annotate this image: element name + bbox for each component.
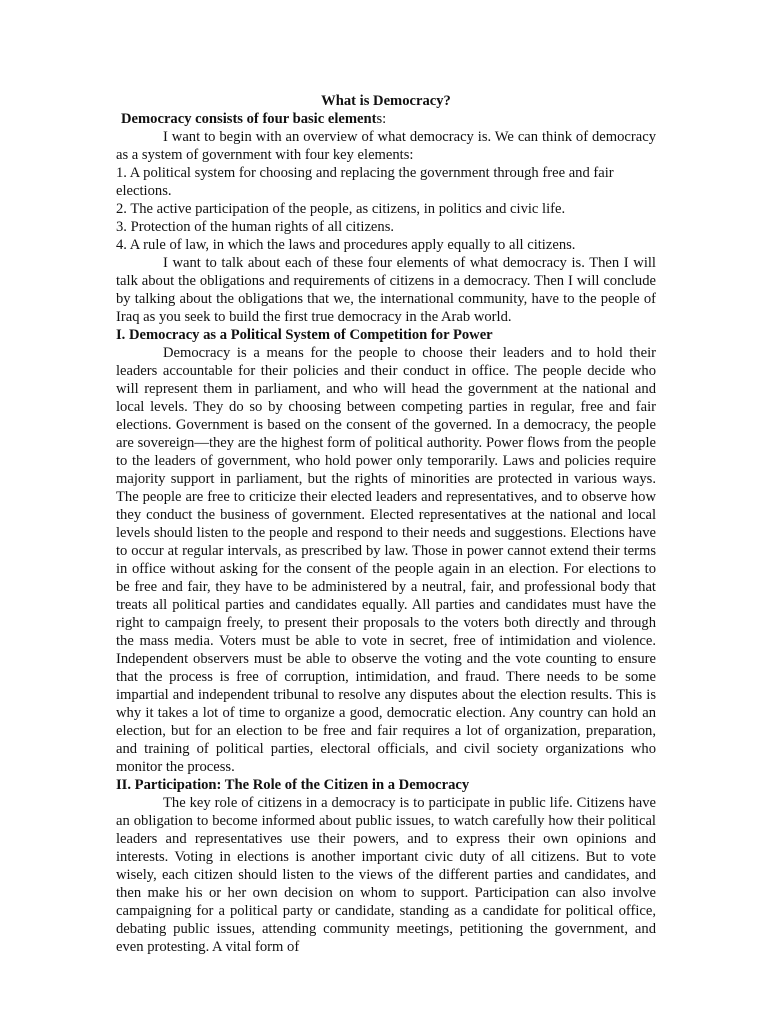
element-item-2: 2. The active participation of the people, as citizens, in politics and civic life. (116, 201, 566, 217)
element-item-3: 3. Protection of the human rights of all citizens. (116, 219, 395, 235)
document-subtitle (116, 110, 656, 128)
element-item-4: 4. A rule of law, in which the laws and procedures apply equally to all citizens. (116, 237, 576, 253)
element-item-1: 1. A political system for choosing and replacing the government through free and fair elections. (116, 165, 614, 199)
section1-paragraph: Democracy is a means for the people to choose their leaders and to hold their leaders accountable for their policies and their conduct in office. The people decide who will represent them in parliament, and who will head the government at the national and local levels. They do so by choosing between competing parties in regular, free and fair elections. Government is based on the consent of the governed. In a democracy, the people are sovereign—they are the highest form of political authority. Power flows from the people to the leaders of government, who hold power only temporarily. Laws and policies require majority support in parliament, but the rights of minorities are protected in various ways. The people are free to criticize their elected leaders and representatives, and to observe how they conduct the business of government. Elected representatives at the national and local levels should listen to the people and respond to their needs and suggestions. Elections have to occur at regular intervals, as prescribed by law. Those in power cannot extend their terms in office without asking for the consent of the people again in an election. For elections to be free and fair, they have to be administered by a neutral, fair, and professional body that treats all political parties and candidates equally. All parties and candidates must have the right to campaign freely, to present their proposals to the voters both directly and through the mass media. Voters must be able to vote in secret, free of intimidation and violence. Independent observers must be able to observe the voting and the vote counting to ensure that the process is free of corruption, intimidation, and fraud. There needs to be some impartial and independent tribunal to resolve any disputes about the election results. This is why it takes a lot of time to organize a good, democratic election. Any country can hold an election, but for an election to be free and fair requires a lot of organization, preparation, and training of political parties, electoral officials, and civil society organizations who monitor the process. (116, 345, 656, 775)
section1-heading: I. Democracy as a Political System of Competition for Power (116, 327, 493, 343)
section2-paragraph: The key role of citizens in a democracy is to participate in public life. Citizens have an obligation to become informed about public issues, to watch carefully how their political leaders and representatives use their powers, and to express their own opinions and interests. Voting in elections is another important civic duty of all citizens. But to vote wisely, each citizen should listen to the views of the different parties and candidates, and then make his or her own decision on whom to support. Participation can also involve campaigning for a political party or candidate, standing as a candidate for political office, debating public issues, attending community meetings, petitioning the government, and even protesting. A vital form of (116, 795, 656, 955)
subtitle-tail: s: (376, 111, 387, 127)
document-title: What is Democracy? (321, 93, 451, 109)
section2-heading: II. Participation: The Role of the Citizen in a Democracy (116, 777, 470, 793)
intro-paragraph: I want to begin with an overview of what democracy is. We can think of democracy as a system of government with four key elements: (116, 129, 656, 163)
plan-paragraph: I want to talk about each of these four elements of what democracy is. Then I will talk about the obligations and requirements of citizens in a democracy. Then I will conclude by talking about the obligations that we, the international community, have to the people of Iraq as you seek to build the first true democracy in the Arab world. (116, 255, 656, 325)
subtitle-bold: Democracy consists of four basic element (121, 111, 377, 127)
